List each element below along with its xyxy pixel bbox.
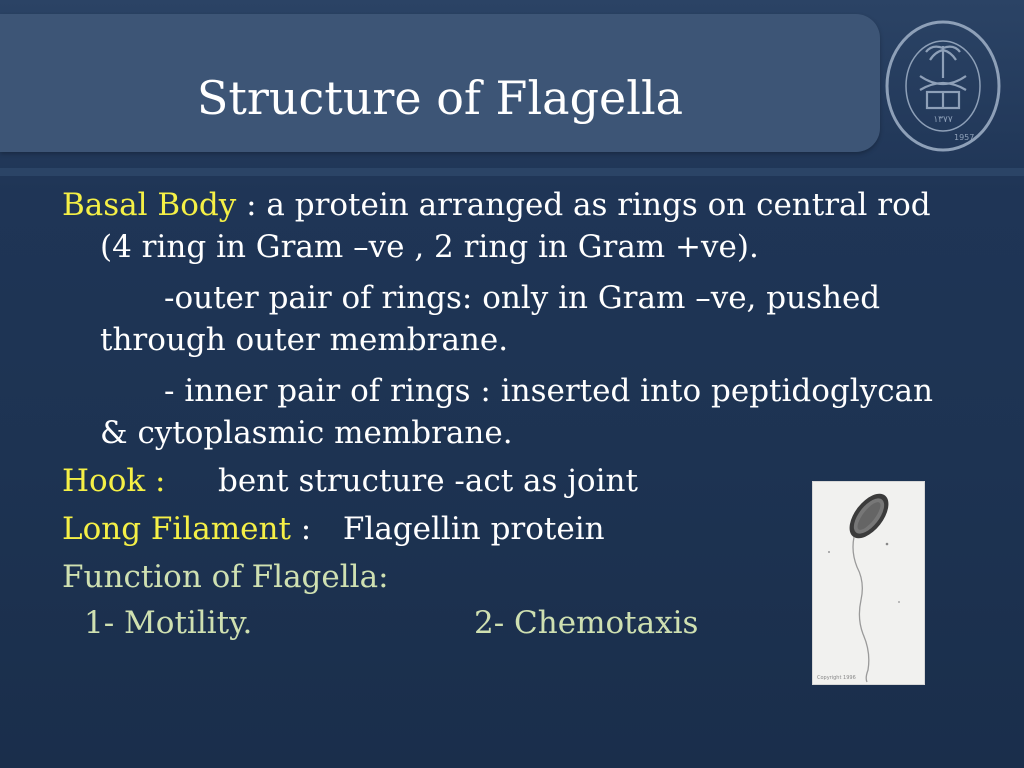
filament-text: Flagellin protein — [342, 511, 605, 547]
inner-rings-paragraph: - inner pair of rings : inserted into peptidoglycan & cytoplasmic membrane. — [100, 373, 934, 451]
function-item: 1- Motility. — [84, 605, 253, 641]
filament-colon: : — [290, 511, 312, 547]
title-divider — [0, 168, 1024, 176]
outer-rings-paragraph: -outer pair of rings: only in Gram –ve, pushed through outer membrane. — [100, 280, 881, 358]
bacterium-photo — [812, 481, 925, 685]
function-list — [62, 602, 942, 644]
filament-row — [62, 508, 942, 550]
svg-text:١٣٧٧: ١٣٧٧ — [933, 115, 953, 125]
slide-content — [62, 184, 942, 644]
university-seal-icon — [880, 14, 1006, 154]
flagellated-bacterium-micrograph — [813, 482, 924, 684]
basal-body-label: Basal Body — [62, 187, 237, 223]
filament-label: Long Filament — [62, 511, 291, 547]
function-label: Function of Flagella — [62, 559, 379, 595]
svg-text:Copyright 1996: Copyright 1996 — [817, 675, 856, 681]
basal-body-text: a protein arranged as rings on central rod (4 ring in Gram –ve , 2 ring in Gram +ve). — [100, 187, 931, 265]
function-colon: : — [378, 559, 389, 595]
basal-body-paragraph — [62, 184, 942, 268]
function-heading — [62, 556, 942, 598]
hook-row — [62, 460, 942, 502]
slide-title: Structure of Flagella — [196, 71, 684, 125]
basal-body-colon: : — [236, 187, 267, 223]
svg-text:1957: 1957 — [954, 133, 975, 142]
hook-text: bent structure -act as joint — [218, 463, 638, 499]
hook-label: Hook : — [62, 463, 166, 499]
function-item: 2- Chemotaxis — [474, 605, 699, 641]
